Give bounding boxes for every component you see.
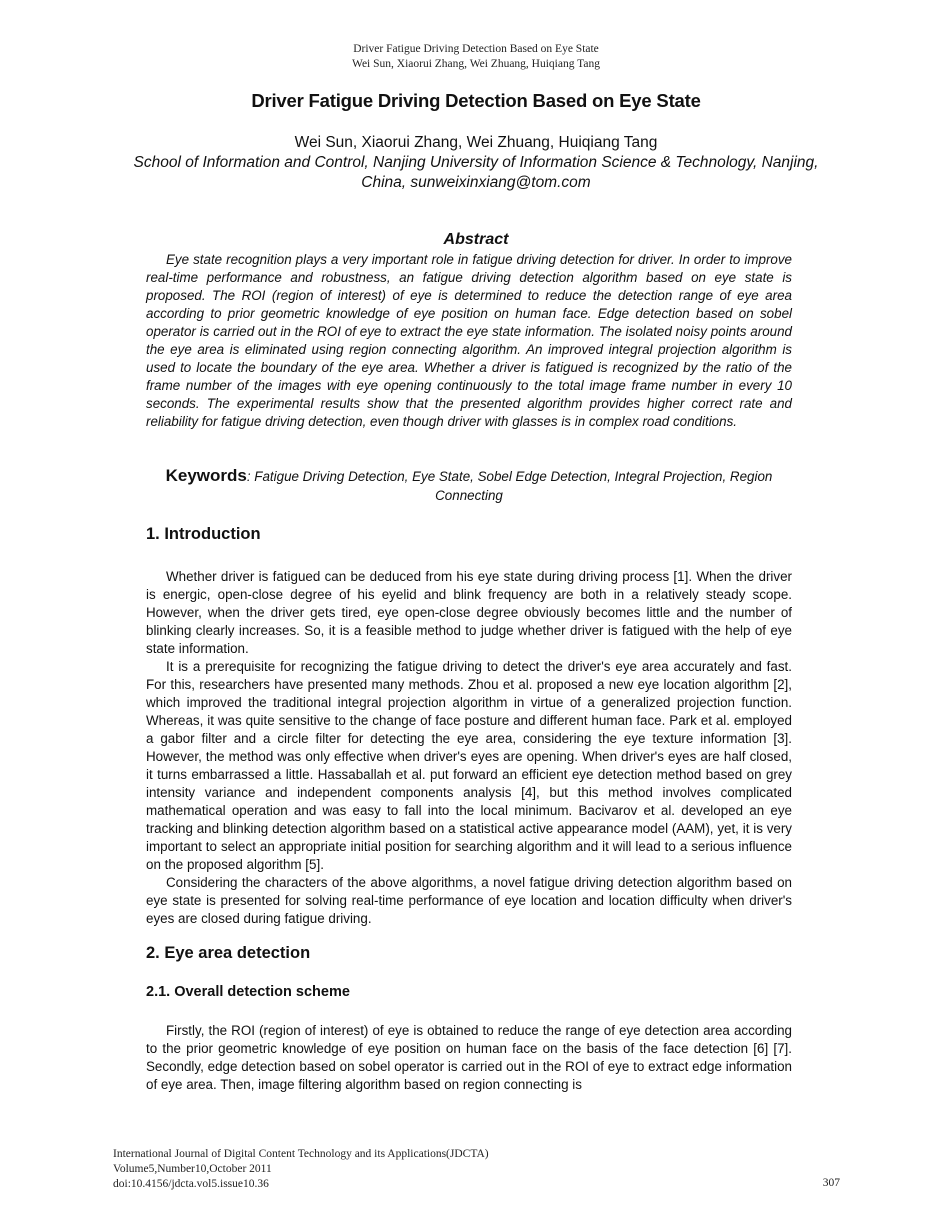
paragraph: Whether driver is fatigued can be deduced from his eye state during driving process [1]. When the driver is energic, open-close degree of his eyelid and blink frequency are both in a relatively steady scope. However, when the driver gets tired, eye open-close degree obviously becomes little and the number of blinking clearly increases. So, it is a feasible method to judge whether driver is fatigued with the help of eye state information. [146,569,792,656]
abstract-text: Eye state recognition plays a very important role in fatigue driving detection for driver. In order to improve real-time performance and robustness, an fatigue driving detection algorithm based on eye state is proposed. The ROI (region of interest) of eye is determined to reduce the detection range of eye area according to prior geometric knowledge of eye position on human face. Edge detection based on sobel operator is carried out in the ROI of eye to extract the eye state information. The isolated noisy points around the eye area is eliminated using region connecting algorithm. An improved integral projection algorithm is used to locate the boundary of the eye area. Whether a driver is fatigued is recognized by the ratio of the frame number of the images with eye opening continuously to the total image frame number in every 10 seconds. The experimental results show that the presented algorithm provides higher correct rate and reliability for fatigue driving detection, even though driver with glasses is in complex road conditions. [146,252,792,429]
keywords-label: Keywords [165,466,247,485]
paragraph: It is a prerequisite for recognizing the fatigue driving to detect the driver's eye area accurately and fast. For this, researchers have presented many methods. Zhou et al. proposed a new eye location algorithm [2], which improved the traditional integral projection algorithm in virtue of a generalized projection function. Whereas, it was quite sensitive to the change of face posture and different human face. Park et al. employed a gabor filter and a circle filter for detecting the eye area, considering the eye texture information [3]. However, the method was only effective when driver's eyes are opening. When driver's eyes are half closed, it turns embarrassed a little. Hassaballah et al. put forward an efficient eye detection method based on grey intensity variance and independent components analysis [4], but this method involves complicated mathematical operation and was easy to fall into the local minimum. Bacivarov et al. developed an eye tracking and blinking detection algorithm based on a statistical active appearance model (AAM), yet, it is very important to select an appropriate initial position for searching algorithm and it will lead to a serious influence on the proposed algorithm [5]. [146,659,792,872]
page-number: 307 [822,1177,840,1189]
abstract-heading: Abstract [443,231,509,248]
paper-title: Driver Fatigue Driving Detection Based on Eye State [251,90,701,111]
journal-name: International Journal of Digital Content Technology and its Applications(JDCTA) [113,1148,489,1160]
section-heading-eye-area-detection: 2. Eye area detection [146,944,311,962]
subsection-heading-overall-scheme: 2.1. Overall detection scheme [146,984,350,1000]
introduction-body [146,568,792,928]
abstract-body [146,251,792,431]
paper-authors: Wei Sun, Xiaorui Zhang, Wei Zhuang, Huiqiang Tang [294,134,658,151]
journal-volume: Volume5,Number10,October 2011 [113,1163,272,1175]
keywords-text: : Fatigue Driving Detection, Eye State, Sobel Edge Detection, Integral Projection, Region Connecting [246,469,773,503]
running-header [0,42,952,72]
journal-doi: doi:10.4156/jdcta.vol5.issue10.36 [113,1178,269,1190]
paper-affiliation: School of Information and Control, Nanjing University of Information Science & Technology, Nanjing, China, sunweixinxiang@tom.com [133,154,819,191]
running-authors: Wei Sun, Xiaorui Zhang, Wei Zhuang, Huiqiang Tang [352,58,600,70]
keywords [146,466,792,505]
overall-scheme-body [146,1022,792,1094]
paragraph: Considering the characters of the above algorithms, a novel fatigue driving detection algorithm based on eye state is presented for solving real-time performance of eye location and location difficulty when driver's eyes are closed during fatigue driving. [146,875,792,926]
journal-footer [113,1147,713,1192]
running-title: Driver Fatigue Driving Detection Based on Eye State [353,43,599,55]
section-heading-introduction: 1. Introduction [146,525,261,543]
paragraph: Firstly, the ROI (region of interest) of eye is obtained to reduce the range of eye detection area according to the prior geometric knowledge of eye position on human face on the basis of the face detection [6] [7]. Secondly, edge detection based on sobel operator is carried out in the ROI of eye to extract edge information of eye area. Then, image filtering algorithm based on region connecting is [146,1023,792,1092]
